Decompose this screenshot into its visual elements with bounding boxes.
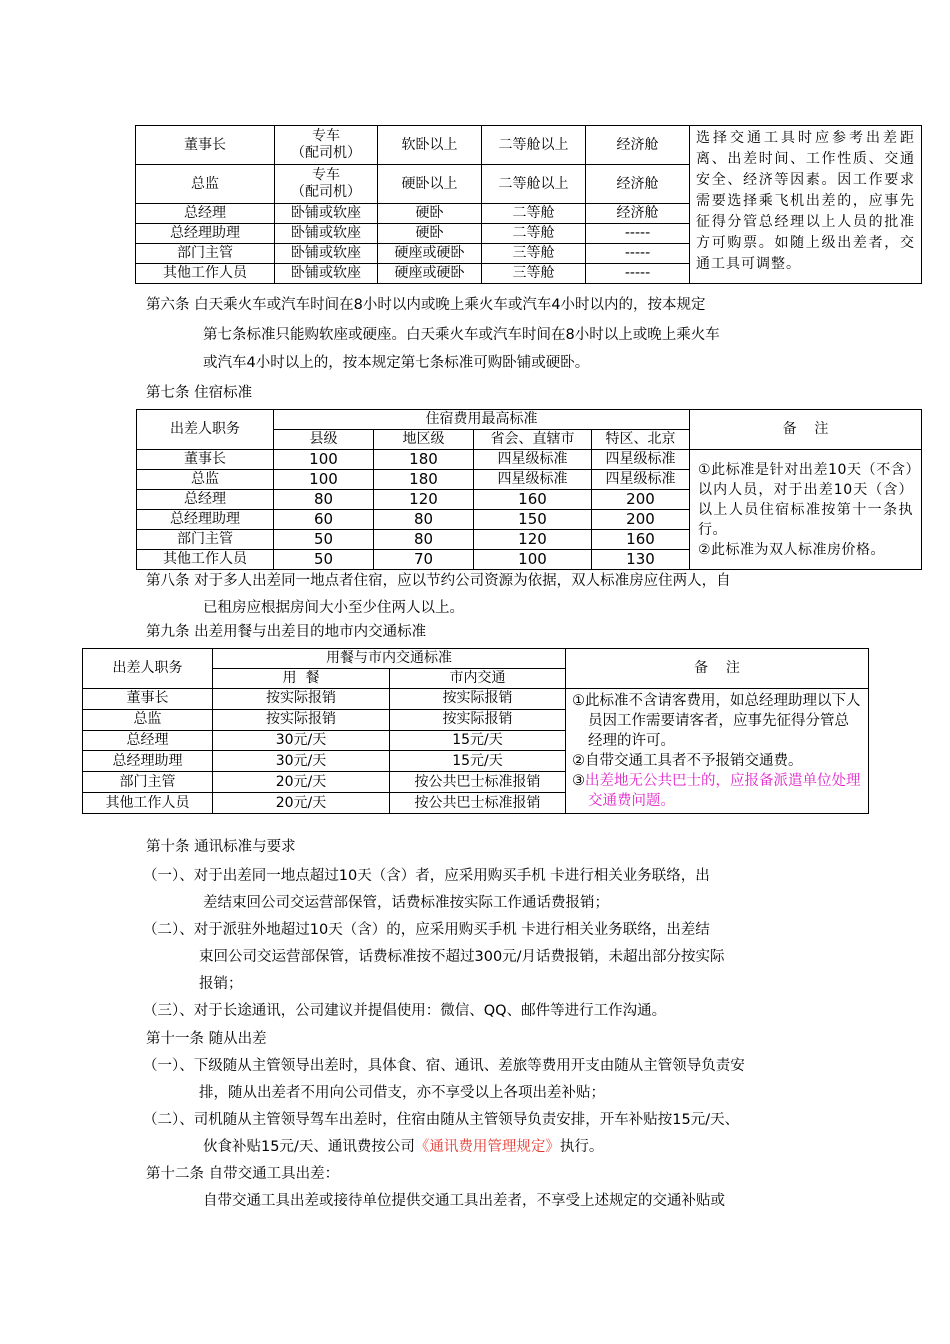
- meal-cell: 20元/天: [213, 793, 390, 814]
- ship-cell: 三等舱: [482, 244, 586, 264]
- ship-cell: 二等舱: [482, 224, 586, 244]
- art11-title: 第十一条 随从出差: [146, 1031, 267, 1047]
- value-cell: 70: [374, 550, 474, 570]
- plane-cell: -----: [586, 224, 690, 244]
- plane-cell: 经济舱: [586, 126, 690, 165]
- header-meal: 用 餐: [213, 669, 390, 689]
- role-cell: 其他工作人员: [136, 264, 275, 284]
- transport-note: 选择交通工具时应参考出差距离、出差时间、工作性质、交通安全、经济等因素。因工作要求需要选择乘飞机出差的，应事先征得分管总经理以上人员的批准方可购票。如随上级出差者，交通工具可调整。: [690, 126, 922, 284]
- value-cell: 100: [274, 470, 374, 490]
- role-cell: 总监: [136, 165, 275, 204]
- header-role: 出差人职务: [83, 649, 213, 689]
- plane-cell: 经济舱: [586, 204, 690, 224]
- value-cell: 四星级标准: [474, 470, 592, 490]
- lodging-table: [136, 409, 922, 570]
- local-cell: 按公共巴士标准报销: [390, 772, 566, 793]
- art10-p2-line3: 报销；: [199, 976, 243, 992]
- art9-title: 第九条 出差用餐与出差目的地市内交通标准: [146, 624, 427, 640]
- car-cell: 卧铺或软座: [275, 204, 378, 224]
- value-cell: 60: [274, 510, 374, 530]
- value-cell: 130: [592, 550, 690, 570]
- value-cell: 200: [592, 510, 690, 530]
- local-cell: 按公共巴士标准报销: [390, 793, 566, 814]
- value-cell: 180: [374, 450, 474, 470]
- value-cell: 150: [474, 510, 592, 530]
- value-cell: 四星级标准: [592, 450, 690, 470]
- col-header: 地区级: [374, 430, 474, 450]
- art8-line2: 已租房应根据房间大小至少住两人以上。: [203, 600, 464, 616]
- car-cell: 卧铺或软座: [275, 224, 378, 244]
- value-cell: 120: [474, 530, 592, 550]
- role-cell: 其他工作人员: [137, 550, 274, 570]
- lodging-note-2: ②此标准为双人标准房价格。: [698, 541, 886, 558]
- car-cell: 卧铺或软座: [275, 244, 378, 264]
- value-cell: 80: [274, 490, 374, 510]
- meal-note-3-text: 出差地无公共巴士的，应报备派遣单位处理交通费问题。: [585, 773, 861, 809]
- value-cell: 80: [374, 530, 474, 550]
- role-cell: 总经理助理: [83, 751, 213, 772]
- art8-line1: 第八条 对于多人出差同一地点者住宿，应以节约公司资源为依据，双人标准房应住两人，自: [146, 573, 731, 589]
- art10-p1-line2: 差结束回公司交运营部保管，话费标准按实际工作通话费报销；: [203, 895, 609, 911]
- train-cell: 硬卧: [378, 204, 482, 224]
- transport-table: [135, 125, 922, 284]
- ship-cell: 二等舱以上: [482, 165, 586, 204]
- col-header: 县级: [274, 430, 374, 450]
- role-cell: 部门主管: [136, 244, 275, 264]
- art6-line3: 或汽车4小时以上的，按本规定第七条标准可购卧铺或硬卧。: [203, 355, 590, 371]
- plane-cell: -----: [586, 244, 690, 264]
- role-cell: 董事长: [137, 450, 274, 470]
- art10-p3: （三）、对于长途通讯，公司建议并提倡使用：微信、QQ、邮件等进行工作沟通。: [143, 1003, 667, 1019]
- value-cell: 50: [274, 550, 374, 570]
- art7-title: 第七条 住宿标准: [146, 385, 253, 401]
- car-cell: 专车 （配司机）: [275, 126, 378, 165]
- value-cell: 四星级标准: [592, 470, 690, 490]
- art11-p1-line2: 排，随从出差者不用向公司借支，亦不享受以上各项出差补贴；: [199, 1085, 605, 1101]
- value-cell: 200: [592, 490, 690, 510]
- role-cell: 总经理: [137, 490, 274, 510]
- train-cell: 硬卧: [378, 224, 482, 244]
- art10-title: 第十条 通讯标准与要求: [146, 839, 296, 855]
- car-cell: 卧铺或软座: [275, 264, 378, 284]
- value-cell: 160: [592, 530, 690, 550]
- header-note: 备 注: [690, 410, 922, 450]
- meal-note-3: [572, 771, 862, 811]
- role-cell: 总经理: [136, 204, 275, 224]
- art11-p2-line2-a: 伙食补贴15元/天、通讯费按公司: [203, 1139, 415, 1155]
- meal-note-3-prefix: ③: [572, 773, 585, 789]
- role-cell: 其他工作人员: [83, 793, 213, 814]
- role-cell: 董事长: [83, 689, 213, 710]
- art6-line2: 第七条标准只能购软座或硬座。白天乘火车或汽车时间在8小时以上或晚上乘火车: [203, 327, 720, 343]
- meal-cell: 30元/天: [213, 730, 390, 751]
- meal-table: [82, 648, 869, 814]
- lodging-note-1: ①此标准是针对出差10天（不含）以内人员，对于出差10天（含）以上人员住宿标准按第十一条执行。: [698, 461, 913, 538]
- train-cell: 硬卧以上: [378, 165, 482, 204]
- car-cell: 专车 （配司机）: [275, 165, 378, 204]
- value-cell: 120: [374, 490, 474, 510]
- train-cell: 硬座或硬卧: [378, 264, 482, 284]
- plane-cell: 经济舱: [586, 165, 690, 204]
- role-cell: 总监: [83, 709, 213, 730]
- value-cell: 80: [374, 510, 474, 530]
- meal-cell: 30元/天: [213, 751, 390, 772]
- value-cell: 50: [274, 530, 374, 550]
- local-cell: 15元/天: [390, 751, 566, 772]
- comm-fee-rule-link: 《通讯费用管理规定》: [414, 1139, 560, 1155]
- local-cell: 按实际报销: [390, 689, 566, 710]
- art11-p2-line2: [203, 1137, 603, 1157]
- header-local: 市内交通: [390, 669, 566, 689]
- value-cell: 四星级标准: [474, 450, 592, 470]
- value-cell: 100: [274, 450, 374, 470]
- role-cell: 部门主管: [137, 530, 274, 550]
- train-cell: 硬座或硬卧: [378, 244, 482, 264]
- header-group: 用餐与市内交通标准: [213, 649, 566, 669]
- art12-title: 第十二条 自带交通工具出差：: [146, 1166, 340, 1182]
- meal-cell: 按实际报销: [213, 689, 390, 710]
- value-cell: 160: [474, 490, 592, 510]
- value-cell: 100: [474, 550, 592, 570]
- col-header: 省会、直辖市: [474, 430, 592, 450]
- meal-cell: 20元/天: [213, 772, 390, 793]
- art10-p1-line1: （一）、对于出差同一地点超过10天（含）者，应采用购买手机 卡进行相关业务联络，出: [143, 868, 710, 884]
- art11-p2-line1: （二）、司机随从主管领导驾车出差时，住宿由随从主管领导负责安排，开车补贴按15元/天、: [143, 1112, 740, 1128]
- role-cell: 部门主管: [83, 772, 213, 793]
- value-cell: 180: [374, 470, 474, 490]
- role-cell: 总经理助理: [136, 224, 275, 244]
- art12-line1: 自带交通工具出差或接待单位提供交通工具出差者，不享受上述规定的交通补贴或: [203, 1193, 725, 1209]
- local-cell: 15元/天: [390, 730, 566, 751]
- local-cell: 按实际报销: [390, 709, 566, 730]
- role-cell: 总经理: [83, 730, 213, 751]
- meal-note: [566, 689, 869, 814]
- header-max: 住宿费用最高标准: [274, 410, 690, 430]
- art10-p2-line2: 束回公司交运营部保管，话费标准按不超过300元/月话费报销，未超出部分按实际: [199, 949, 725, 965]
- art6-line1: 第六条 白天乘火车或汽车时间在8小时以内或晚上乘火车或汽车4小时以内的，按本规定: [146, 297, 706, 313]
- train-cell: 软卧以上: [378, 126, 482, 165]
- ship-cell: 三等舱: [482, 264, 586, 284]
- role-cell: 总经理助理: [137, 510, 274, 530]
- art11-p2-line2-c: 执行。: [559, 1139, 604, 1155]
- ship-cell: 二等舱: [482, 204, 586, 224]
- role-cell: 董事长: [136, 126, 275, 165]
- meal-note-2: ②自带交通工具者不予报销交通费。: [572, 753, 803, 769]
- col-header: 特区、北京: [592, 430, 690, 450]
- art11-p1-line1: （一）、下级随从主管领导出差时，具体食、宿、通讯、差旅等费用开支由随从主管领导负责安: [143, 1058, 745, 1074]
- lodging-note: [690, 450, 922, 570]
- meal-cell: 按实际报销: [213, 709, 390, 730]
- art10-p2-line1: （二）、对于派驻外地超过10天（含）的，应采用购买手机 卡进行相关业务联络，出差结: [143, 922, 710, 938]
- header-note: 备 注: [566, 649, 869, 689]
- meal-note-1: ①此标准不含请客费用，如总经理助理以下人员因工作需要请客者，应事先征得分管总经理的许可。: [572, 693, 861, 749]
- header-role: 出差人职务: [137, 410, 274, 450]
- plane-cell: -----: [586, 264, 690, 284]
- role-cell: 总监: [137, 470, 274, 490]
- ship-cell: 二等舱以上: [482, 126, 586, 165]
